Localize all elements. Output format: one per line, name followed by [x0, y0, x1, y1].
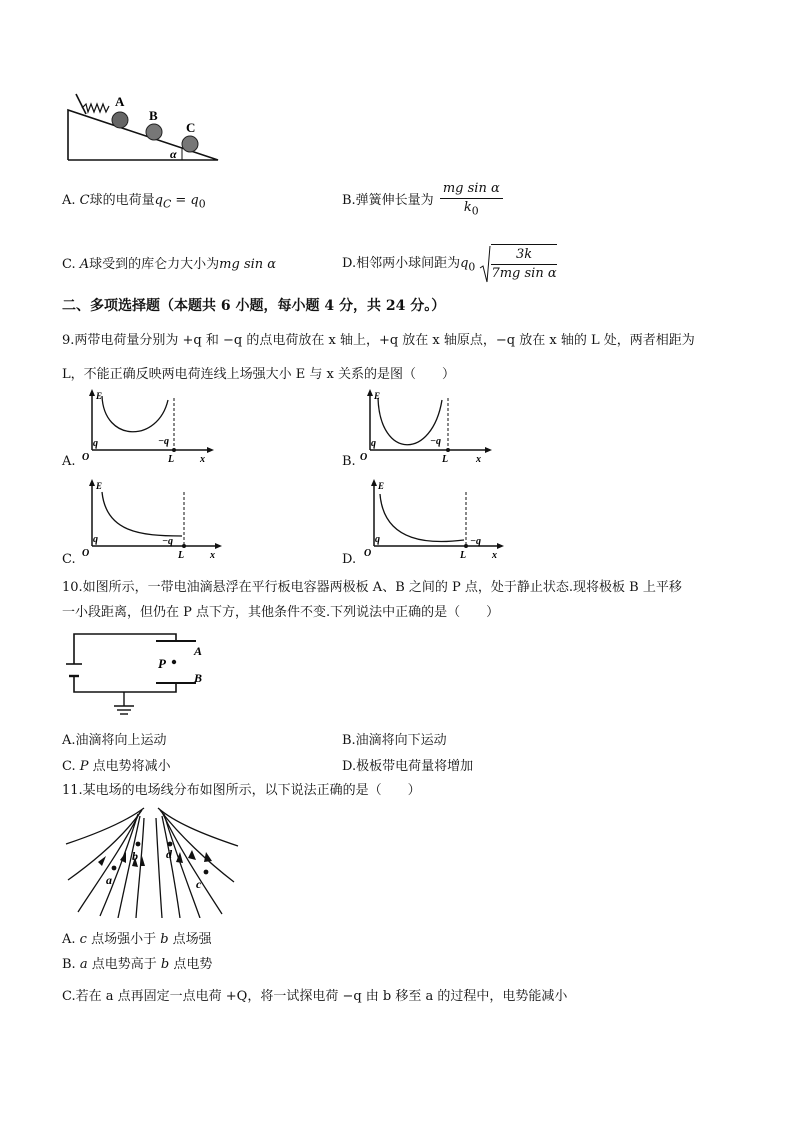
text: 点电势将减小 [88, 759, 171, 774]
q9-graph-a [80, 388, 220, 468]
field-curve [380, 494, 464, 542]
point-a [112, 866, 117, 871]
label-q: q [375, 534, 380, 545]
sqrt [479, 244, 556, 283]
field-line [136, 818, 144, 918]
incline-outline [68, 110, 218, 160]
q11-option-a [62, 931, 212, 949]
denominator [440, 199, 503, 221]
oil-drop [172, 660, 176, 664]
text: B.弹簧伸长量为 [342, 192, 434, 208]
label-o: O [82, 548, 90, 559]
q11-option-b [62, 956, 212, 974]
q11-stem: 11.某电场的电场线分布如图所示，以下说法正确的是（ ） [62, 783, 421, 798]
section-title: 二、多项选择题（本题共 6 小题，每小题 4 分，共 24 分。） [62, 298, 446, 314]
label-e: E [96, 391, 103, 401]
label-x: x [492, 550, 497, 561]
opt-prefix: C. [62, 759, 80, 774]
sub: C [162, 197, 172, 211]
label-minus-q: −q [470, 536, 482, 547]
label-e: E [96, 481, 103, 491]
math: mg sin α [219, 257, 277, 272]
q9-graph-c [80, 478, 230, 562]
field-curve [102, 492, 182, 536]
arrowhead [188, 850, 196, 860]
arrowhead [120, 852, 126, 863]
y-arrow [89, 389, 95, 396]
q9-option-d-label: D. [342, 552, 357, 567]
label-c: C [186, 120, 196, 135]
charge-point [464, 544, 468, 548]
label-o: O [360, 452, 368, 463]
label-o: O [82, 452, 90, 463]
denominator: 7mg sin α [491, 266, 557, 281]
q10-stem-line2: 一小段距离，但仍在 P 点下方，其他条件不变.下列说法中正确的是（ ） [62, 605, 500, 620]
label-l: L [442, 454, 449, 465]
label-l: L [178, 550, 185, 561]
label-l: L [460, 550, 467, 561]
math: q [154, 193, 163, 208]
den-sub: 0 [471, 204, 479, 218]
label-minus-q: −q [158, 436, 170, 447]
q9-stem-line2: L，不能正确反映两电荷连线上场强大小 E 与 x 关系的是图（ ） [62, 367, 455, 382]
ball-a [112, 112, 128, 128]
var: c [79, 932, 87, 947]
label-e: E [378, 481, 385, 491]
label-a: A [194, 644, 203, 658]
label-b: B [194, 671, 203, 685]
arrowhead [204, 852, 212, 862]
label-b: B [149, 108, 158, 123]
numerator: mg sin α [440, 180, 503, 199]
var: b [160, 932, 169, 947]
field-line [68, 810, 142, 880]
point-c [204, 870, 209, 875]
label-x: x [210, 550, 215, 561]
text: 点场强小于 [86, 932, 161, 947]
point-b [136, 842, 141, 847]
label-q: q [371, 438, 376, 449]
ball-c [182, 136, 198, 152]
q8-option-a [62, 192, 206, 214]
label-a: A [115, 94, 125, 109]
label-p: P [158, 656, 166, 671]
q9-stem-line1: 9.两带电荷量分别为 +q 和 −q 的点电荷放在 x 轴上，+q 放在 x 轴原点，−q 放在 x 轴的 L 处，两者相距为 [62, 333, 695, 348]
label-q: q [93, 534, 98, 545]
label-o: O [364, 548, 372, 559]
opt-prefix: A. [62, 932, 80, 947]
label-e: E [374, 391, 381, 401]
y-arrow [371, 479, 377, 486]
q-sub: 0 [468, 260, 476, 274]
label-minus-q: −q [430, 436, 442, 447]
ball-b [146, 124, 162, 140]
q10-option-b: B.油滴将向下运动 [342, 733, 447, 748]
radical-sign [479, 244, 491, 284]
charge-point [446, 448, 450, 452]
q9-option-a-label: A. [62, 454, 76, 469]
field-line [156, 818, 162, 918]
sub0: 0 [198, 197, 206, 211]
opt-prefix: A. [62, 193, 80, 208]
incline-figure [62, 84, 222, 164]
text: 点电势高于 [87, 957, 161, 972]
q8-option-c [62, 256, 276, 274]
text: 球受到的库仑力大小为 [89, 257, 220, 272]
q9-graph-d [362, 478, 512, 562]
opt-prefix: B. [62, 957, 80, 972]
label-alpha: α [170, 147, 177, 161]
q10-stem-line1: 10.如图所示，一带电油滴悬浮在平行板电容器两极板 A、B 之间的 P 点，处于静止状态.现将极板 B 上平移 [62, 580, 682, 595]
y-arrow [367, 389, 373, 396]
spring [82, 104, 109, 112]
text: 点场强 [168, 932, 212, 947]
field-curve [102, 396, 168, 432]
x-arrow [207, 447, 214, 453]
eq: = [171, 193, 191, 208]
x-arrow [485, 447, 492, 453]
var: C [79, 193, 90, 208]
wall [76, 94, 86, 114]
math2: q [190, 193, 199, 208]
fraction [491, 244, 556, 283]
q9-option-b-label: B. [342, 454, 356, 469]
q9-graph-b [358, 388, 498, 468]
label-q: q [93, 438, 98, 449]
var: P [79, 759, 89, 774]
opt-prefix: C. [62, 257, 80, 272]
label-d: d [166, 847, 172, 861]
fraction [440, 180, 503, 221]
label-b: b [132, 849, 138, 863]
label-a: a [106, 873, 112, 887]
q10-option-c [62, 758, 171, 776]
label-minus-q: −q [162, 536, 174, 547]
point-d [168, 842, 173, 847]
text: D.相邻两小球间距为 [342, 256, 461, 271]
den-var: k [463, 200, 472, 215]
arrowhead [98, 856, 106, 866]
q: q [460, 256, 469, 271]
text: 点电势 [169, 957, 213, 972]
q10-option-a: A.油滴将向上运动 [62, 733, 167, 748]
q8-option-b [342, 180, 503, 221]
x-arrow [215, 543, 222, 549]
var: b [160, 957, 170, 972]
q11-option-c: C.若在 a 点再固定一点电荷 +Q，将一试探电荷 −q 由 b 移至 a 的过程中，电势能减小 [62, 989, 568, 1004]
numerator: 3k [491, 246, 556, 265]
charge-point [172, 448, 176, 452]
charge-point [182, 544, 186, 548]
text: 球的电荷量 [89, 193, 155, 208]
label-c: c [196, 877, 202, 891]
var: a [79, 957, 88, 972]
y-arrow [89, 479, 95, 486]
label-x: x [476, 454, 481, 465]
capacitor-circuit [62, 626, 222, 722]
q10-option-d: D.极板带电荷量将增加 [342, 759, 474, 774]
q9-option-c-label: C. [62, 552, 76, 567]
q8-option-d [342, 244, 557, 283]
label-x: x [200, 454, 205, 465]
var: A [79, 257, 90, 272]
x-arrow [497, 543, 504, 549]
label-l: L [168, 454, 175, 465]
field-lines-figure [62, 806, 242, 918]
